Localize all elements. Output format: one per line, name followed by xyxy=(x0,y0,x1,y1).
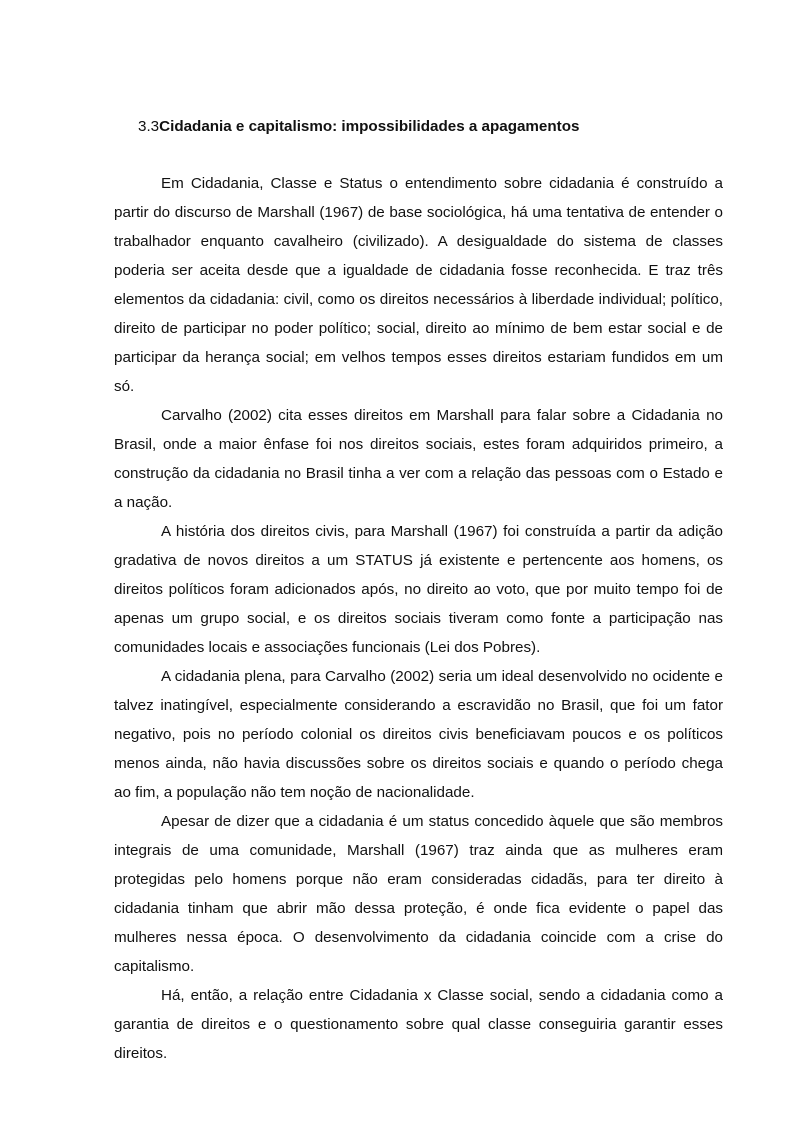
paragraph: A cidadania plena, para Carvalho (2002) seria um ideal desenvolvido no ocidente e talvez inatingível, especialmente considerando a escravidão no Brasil, que foi um fator negativo, pois no período colonial os direitos civis beneficiavam poucos e os políticos menos ainda, não havia discussões sobre os direitos sociais e quando o período chega ao fim, a população não tem noção de nacionalidade. xyxy=(114,668,723,801)
paragraph: Carvalho (2002) cita esses direitos em Marshall para falar sobre a Cidadania no Brasil, onde a maior ênfase foi nos direitos sociais, estes foram adquiridos primeiro, a construção da cidadania no Brasil tinha a ver com a relação das pessoas com o Estado e a nação. xyxy=(114,407,723,511)
body-text xyxy=(114,169,723,1068)
paragraph: A história dos direitos civis, para Marshall (1967) foi construída a partir da adição gradativa de novos direitos a um STATUS já existente e pertencente aos homens, os direitos políticos foram adicionados após, no direito ao voto, que por muito tempo foi de apenas um grupo social, e os direitos sociais tiveram como fonte a participação nas comunidades locais e associações funcionais (Lei dos Pobres). xyxy=(114,523,723,656)
section-title: Cidadania e capitalismo: impossibilidades a apagamentos xyxy=(159,118,580,135)
paragraph: Em Cidadania, Classe e Status o entendimento sobre cidadania é construído a partir do discurso de Marshall (1967) de base sociológica, há uma tentativa de entender o trabalhador enquanto cavalheiro (civilizado). A desigualdade do sistema de classes poderia ser aceita desde que a igualdade de cidadania fosse reconhecida. E traz três elementos da cidadania: civil, como os direitos necessários à liberdade individual; político, direito de participar no poder político; social, direito ao mínimo de bem estar social e de participar da herança social; em velhos tempos esses direitos estariam fundidos em um só. xyxy=(114,175,723,395)
paragraph: Há, então, a relação entre Cidadania x Classe social, sendo a cidadania como a garantia de direitos e o questionamento sobre qual classe conseguiria garantir esses direitos. xyxy=(114,987,723,1062)
paragraph: Apesar de dizer que a cidadania é um status concedido àquele que são membros integrais de uma comunidade, Marshall (1967) traz ainda que as mulheres eram protegidas pelo homens porque não eram consideradas cidadãs, para ter direito à cidadania tinham que abrir mão dessa proteção, é onde fica evidente o papel das mulheres nessa época. O desenvolvimento da cidadania coincide com a crise do capitalismo. xyxy=(114,813,723,975)
section-heading xyxy=(138,117,579,137)
section-number: 3.3 xyxy=(138,118,160,135)
